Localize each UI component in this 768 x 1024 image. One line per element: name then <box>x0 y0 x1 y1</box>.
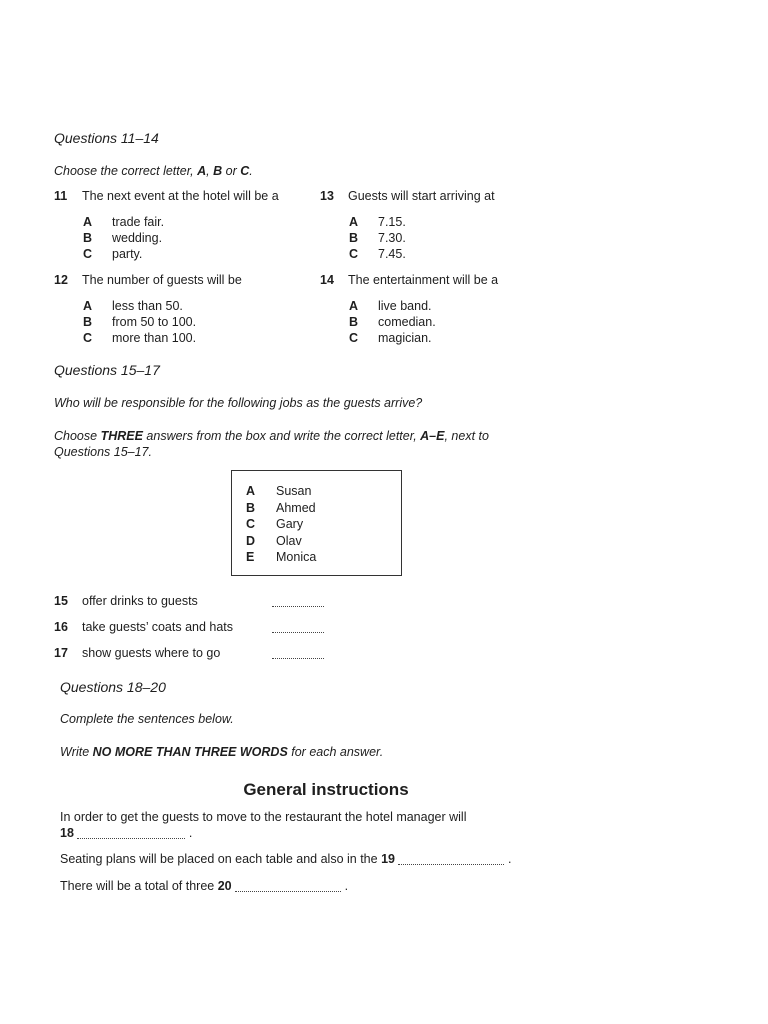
box-item-d: D Olav <box>246 533 302 548</box>
answer-blank-16[interactable] <box>272 622 324 633</box>
answer-blank-19[interactable] <box>398 854 504 865</box>
option-14-b[interactable]: B comedian. <box>349 315 436 329</box>
question-11-options <box>83 214 164 262</box>
section-heading-15-17: Questions 15–17 <box>54 362 160 378</box>
sentence-20: There will be a total of three 20 . <box>60 879 349 893</box>
instruction-responsible: Who will be responsible for the following jobs as the guests arrive? <box>54 396 423 410</box>
instruction-word-limit: Write NO MORE THAN THREE WORDS for each answer. <box>60 745 384 759</box>
option-12-b[interactable]: B from 50 to 100. <box>83 315 197 329</box>
question-11: 11 The next event at the hotel will be a <box>54 189 279 203</box>
option-11-a[interactable]: A trade fair. <box>83 215 165 229</box>
box-item-e: E Monica <box>246 550 317 564</box>
instruction-choose-letter: Choose the correct letter, A, B or C. <box>54 164 253 178</box>
answer-blank-18[interactable] <box>77 828 185 839</box>
names-box <box>231 470 402 576</box>
section-heading-11-14: Questions 11–14 <box>54 130 159 146</box>
option-12-a[interactable]: A less than 50. <box>83 299 183 313</box>
option-12-c[interactable]: C more than 100. <box>83 331 197 345</box>
box-item-b: B Ahmed <box>246 500 316 515</box>
answer-blank-17[interactable] <box>272 648 324 659</box>
job-row-15: 15 offer drinks to guests <box>54 592 324 610</box>
answer-blank-15[interactable] <box>272 596 324 607</box>
job-row-16: 16 take guests’ coats and hats <box>54 618 324 636</box>
question-13-options <box>349 214 406 262</box>
option-11-c[interactable]: C party. <box>83 247 143 261</box>
general-instructions-title: General instructions <box>243 780 409 799</box>
option-13-b[interactable]: B 7.30. <box>349 231 406 245</box>
sentence-19: Seating plans will be placed on each table and also in the 19 . <box>60 852 512 866</box>
question-14: 14 The entertainment will be a <box>320 273 499 287</box>
sentence-18: In order to get the guests to move to the restaurant the hotel manager will 18 . <box>60 810 467 840</box>
instruction-complete: Complete the sentences below. <box>60 712 234 726</box>
option-13-c[interactable]: C 7.45. <box>349 247 406 261</box>
question-13: 13 Guests will start arriving at <box>320 189 495 203</box>
option-13-a[interactable]: A 7.15. <box>349 215 406 229</box>
option-14-c[interactable]: C magician. <box>349 331 432 345</box>
section-heading-18-20: Questions 18–20 <box>60 679 166 695</box>
answer-blank-20[interactable] <box>235 881 341 892</box>
question-14-options <box>349 298 436 346</box>
box-item-c: C Gary <box>246 517 304 531</box>
jobs-list <box>54 592 324 662</box>
instruction-choose-three: Choose THREE answers from the box and write the correct letter, A–E, next to Questions 15–17. <box>54 429 489 459</box>
option-14-a[interactable]: A live band. <box>349 299 432 313</box>
option-11-b[interactable]: B wedding. <box>83 231 163 245</box>
question-12: 12 The number of guests will be <box>54 273 242 287</box>
job-row-17: 17 show guests where to go <box>54 644 324 662</box>
question-12-options <box>83 298 196 346</box>
box-item-a: A Susan <box>246 484 312 498</box>
